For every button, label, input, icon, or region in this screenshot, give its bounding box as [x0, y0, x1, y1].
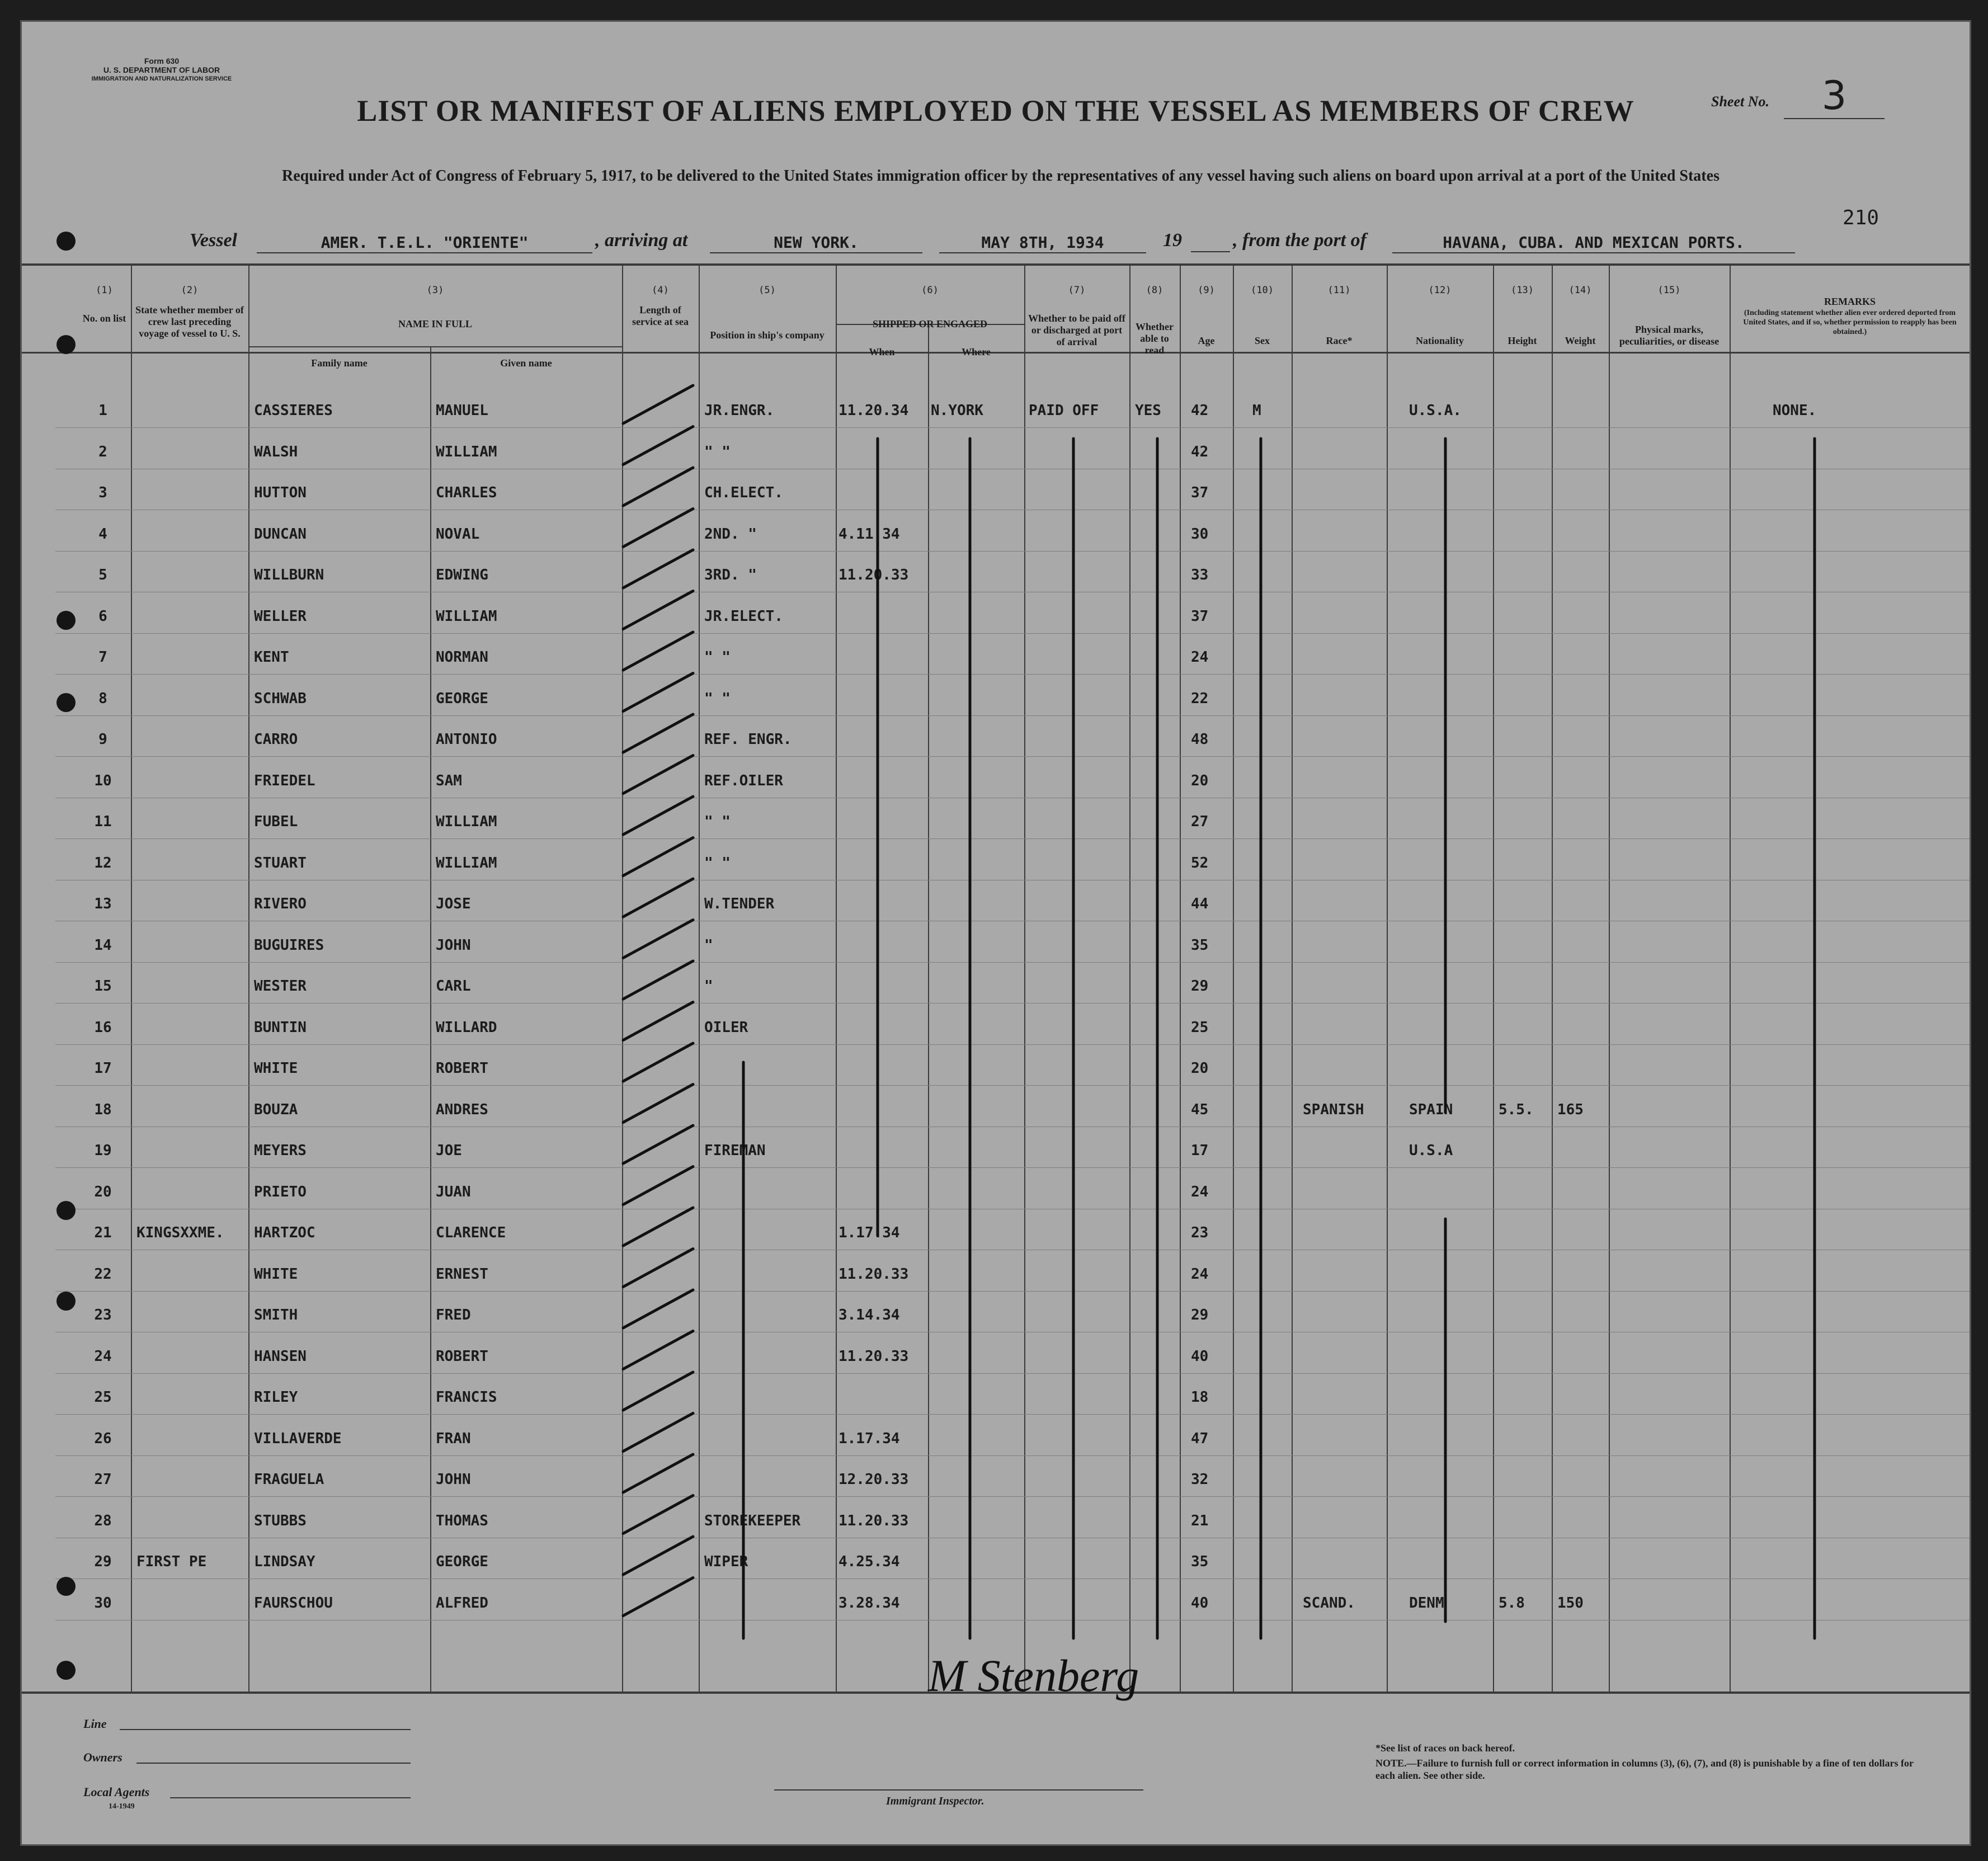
inspector-label: Immigrant Inspector.: [886, 1795, 984, 1807]
cell-family-name: FRIEDEL: [254, 772, 315, 789]
cell-age: 23: [1191, 1224, 1209, 1241]
service-check-mark: [623, 1537, 693, 1575]
col-number: (11): [1327, 285, 1351, 296]
cell-race: SPANISH: [1303, 1101, 1364, 1118]
cell-weight: 150: [1557, 1594, 1584, 1612]
manifest-sheet: [20, 20, 1971, 1846]
cell-position: " ": [704, 813, 731, 830]
cell-given-name: CLARENCE: [436, 1224, 506, 1241]
cell-given-name: ANTONIO: [436, 731, 497, 748]
year-prefix: 19: [1163, 230, 1182, 251]
cell-position: W.TENDER: [704, 896, 775, 912]
binder-hole: [56, 1292, 76, 1311]
service-check-mark: [623, 1290, 693, 1328]
cell-family-name: DUNCAN: [254, 525, 307, 543]
service-check-mark: [623, 591, 693, 629]
race-note: *See list of races on back hereof.: [1375, 1742, 1515, 1754]
cell-row-number: 10: [94, 772, 112, 789]
cell-age: 45: [1191, 1101, 1209, 1118]
binder-hole: [56, 1577, 76, 1596]
service-check-mark: [623, 714, 693, 752]
col-number: (7): [1068, 285, 1086, 296]
cell-family-name: BUGUIRES: [254, 936, 324, 954]
cell-family-name: WHITE: [254, 1265, 298, 1283]
cell-row-number: 20: [94, 1183, 112, 1200]
cell-family-name: WELLER: [254, 607, 307, 625]
cell-position: OILER: [704, 1019, 748, 1036]
cell-row-number: 11: [94, 813, 112, 830]
cell-age: 17: [1191, 1142, 1209, 1159]
cell-age: 37: [1191, 484, 1209, 501]
form-number: Form 630: [144, 56, 180, 65]
service-check-mark: [623, 1167, 693, 1205]
cell-remarks: NONE.: [1773, 402, 1817, 419]
service-check-mark: [623, 1043, 693, 1081]
arrival-date: MAY 8TH, 1934: [939, 233, 1146, 253]
cell-given-name: JOHN: [436, 1471, 471, 1488]
col-number: (15): [1657, 285, 1681, 296]
cell-row-number: 7: [98, 649, 107, 666]
col-header-when: When: [869, 346, 895, 357]
cell-family-name: BUNTIN: [254, 1019, 307, 1036]
cell-given-name: SAM: [436, 772, 462, 789]
cell-age: 42: [1191, 443, 1209, 460]
cell-age: 32: [1191, 1471, 1209, 1488]
col-header-name: NAME IN FULL: [398, 318, 472, 329]
stamp-number: 210: [1843, 206, 1879, 229]
cell-family-name: KENT: [254, 649, 289, 666]
col-number: (14): [1568, 285, 1592, 296]
cell-able-to-read: YES: [1135, 402, 1161, 419]
cell-position: " ": [704, 443, 731, 460]
cell-family-name: SMITH: [254, 1307, 298, 1323]
cell-family-name: WESTER: [254, 978, 307, 995]
penalty-note-label: NOTE.: [1375, 1758, 1407, 1769]
cell-shipped-when: 11.20.33: [838, 1348, 909, 1365]
cell-age: 21: [1191, 1512, 1209, 1529]
cell-given-name: FRED: [436, 1307, 471, 1323]
cell-sex: M: [1252, 402, 1261, 419]
cell-given-name: JOHN: [436, 936, 471, 954]
col-header-shipped: SHIPPED OR ENGAGED: [872, 318, 988, 329]
cell-row-number: 19: [94, 1142, 112, 1159]
cell-row-number: 28: [94, 1512, 112, 1529]
cell-age: 22: [1191, 690, 1209, 707]
cell-position: REF.OILER: [704, 772, 783, 789]
service-check-mark: [623, 1249, 693, 1287]
col-header-previous-voyage: State whether member of crew last preceding voyage of vessel to U. S.: [135, 304, 244, 339]
cell-position: JR.ELECT.: [704, 607, 783, 625]
cell-shipped-when: 4.11.34: [838, 525, 900, 543]
cell-nationality: U.S.A: [1409, 1142, 1453, 1159]
col-header-length-of-service: Length of service at sea: [632, 304, 689, 327]
cell-paid-off: PAID OFF: [1029, 402, 1099, 419]
col-header-no: No. on list: [82, 313, 126, 324]
cell-position: CH.ELECT.: [704, 484, 783, 501]
cell-shipped-where: N.YORK: [931, 402, 983, 419]
col-header-weight: Weight: [1565, 335, 1596, 346]
cell-age: 30: [1191, 525, 1209, 543]
cell-age: 27: [1191, 813, 1209, 830]
cell-family-name: FUBEL: [254, 813, 298, 830]
cell-shipped-when: 4.25.34: [838, 1553, 900, 1570]
cell-row-number: 26: [94, 1430, 112, 1447]
cell-family-name: STUART: [254, 854, 307, 871]
cell-age: 20: [1191, 1060, 1209, 1077]
cell-age: 44: [1191, 896, 1209, 912]
agents-blank: [170, 1797, 411, 1798]
service-check-mark: [623, 797, 693, 835]
service-check-mark: [623, 838, 693, 876]
cell-family-name: CARRO: [254, 731, 298, 748]
cell-age: 24: [1191, 1183, 1209, 1200]
cell-age: 35: [1191, 1553, 1209, 1570]
col-number: (9): [1198, 285, 1215, 296]
cell-given-name: EDWING: [436, 567, 488, 583]
cell-family-name: HUTTON: [254, 484, 307, 501]
inspector-signature-line: [774, 1789, 1143, 1791]
cell-nationality: SPAIN: [1409, 1101, 1453, 1118]
cell-age: 18: [1191, 1389, 1209, 1406]
cell-family-name: RILEY: [254, 1389, 298, 1406]
cell-row-number: 13: [94, 896, 112, 912]
service-check-mark: [623, 1002, 693, 1040]
cell-row-number: 3: [98, 484, 107, 501]
cell-family-name: WHITE: [254, 1060, 298, 1077]
cell-age: 40: [1191, 1348, 1209, 1365]
cell-position: FIREMAN: [704, 1142, 766, 1159]
cell-given-name: NORMAN: [436, 649, 488, 666]
cell-row-number: 14: [94, 936, 112, 954]
cell-family-name: FAURSCHOU: [254, 1594, 333, 1612]
service-check-mark: [623, 756, 693, 794]
cell-given-name: JOE: [436, 1142, 462, 1159]
cell-age: 29: [1191, 1307, 1209, 1323]
binder-hole: [56, 693, 76, 712]
col-header-position: Position in ship's company: [710, 329, 825, 341]
cell-family-name: WALSH: [254, 443, 298, 460]
cell-row-number: 22: [94, 1265, 112, 1283]
page-subtitle: Required under Act of Congress of February 5, 1917, to be delivered to the United States immigration officer by the representatives of any vessel having such aliens on board upon arrival at a port of the United States: [282, 167, 1720, 185]
cell-age: 35: [1191, 936, 1209, 954]
cell-position: " ": [704, 649, 731, 666]
cell-row-number: 17: [94, 1060, 112, 1077]
cell-age: 52: [1191, 854, 1209, 871]
cell-family-name: MEYERS: [254, 1142, 307, 1159]
col-number: (1): [96, 285, 113, 296]
cell-row-number: 25: [94, 1389, 112, 1406]
cell-family-name: FRAGUELA: [254, 1471, 324, 1488]
col-header-height: Height: [1508, 335, 1537, 346]
col-header-nationality: Nationality: [1415, 335, 1464, 346]
cell-row-number: 1: [98, 402, 107, 419]
arriving-port: NEW YORK.: [710, 233, 922, 253]
cell-row-number: 18: [94, 1101, 112, 1118]
cell-given-name: WILLARD: [436, 1019, 497, 1036]
service-check-mark: [623, 1496, 693, 1534]
cell-family-name: RIVERO: [254, 896, 307, 912]
cell-shipped-when: 3.28.34: [838, 1594, 900, 1612]
cell-given-name: ROBERT: [436, 1060, 488, 1077]
cell-shipped-when: 3.14.34: [838, 1307, 900, 1323]
sheet-number: 3: [1784, 73, 1885, 119]
cell-family-name: CASSIERES: [254, 402, 333, 419]
cell-age: 47: [1191, 1430, 1209, 1447]
cell-given-name: WILLIAM: [436, 813, 497, 830]
cell-shipped-when: 11.20.34: [838, 402, 909, 419]
cell-given-name: GEORGE: [436, 1553, 488, 1570]
cell-age: 29: [1191, 978, 1209, 995]
binder-hole: [56, 611, 76, 630]
line-blank: [120, 1729, 411, 1730]
cell-given-name: WILLIAM: [436, 443, 497, 460]
cell-age: 24: [1191, 649, 1209, 666]
cell-given-name: ANDRES: [436, 1101, 488, 1118]
cell-row-number: 24: [94, 1348, 112, 1365]
service-check-mark: [623, 385, 693, 423]
penalty-note: —Failure to furnish full or correct information in columns (3), (6), (7), and (8) is punishable by a fine of ten dollars for each alien. See other side.: [1375, 1758, 1914, 1781]
binder-hole: [56, 1661, 76, 1680]
cell-position: ": [704, 936, 713, 954]
inspector-signature: M Stenberg: [928, 1650, 1139, 1701]
cell-family-name: SCHWAB: [254, 690, 307, 707]
service-check-mark: [623, 550, 693, 588]
cell-row-number: 8: [98, 690, 107, 707]
page-title: LIST OR MANIFEST OF ALIENS EMPLOYED ON THE VESSEL AS MEMBERS OF CREW: [357, 94, 1634, 128]
cell-shipped-when: 11.20.33: [838, 1512, 909, 1529]
from-port: HAVANA, CUBA. AND MEXICAN PORTS.: [1392, 233, 1795, 253]
cell-row-number: 16: [94, 1019, 112, 1036]
service-check-mark: [623, 1454, 693, 1492]
col-header-physical-marks: Physical marks, peculiarities, or disease: [1619, 324, 1720, 347]
cell-given-name: MANUEL: [436, 402, 488, 419]
cell-given-name: GEORGE: [436, 690, 488, 707]
cell-age: 25: [1191, 1019, 1209, 1036]
cell-family-name: HARTZOC: [254, 1224, 315, 1241]
cell-family-name: PRIETO: [254, 1183, 307, 1200]
cell-position: " ": [704, 854, 731, 871]
vessel-name: AMER. T.E.L. "ORIENTE": [257, 233, 592, 253]
vessel-label: Vessel: [190, 230, 237, 251]
col-header-sex: Sex: [1255, 335, 1270, 346]
cell-family-name: LINDSAY: [254, 1553, 315, 1570]
cell-nationality: DENM: [1409, 1594, 1444, 1612]
binder-hole: [56, 335, 76, 354]
cell-row-number: 21: [94, 1224, 112, 1241]
binder-hole: [56, 232, 76, 251]
cell-previous-voyage: FIRST PE: [136, 1553, 207, 1570]
cell-given-name: CHARLES: [436, 484, 497, 501]
col-header-remarks: REMARKS: [1824, 296, 1876, 307]
service-check-mark: [623, 1331, 693, 1369]
cell-previous-voyage: KINGSXXME.: [136, 1224, 224, 1241]
cell-shipped-when: 12.20.33: [838, 1471, 909, 1488]
cell-nationality: U.S.A.: [1409, 402, 1462, 419]
cell-row-number: 23: [94, 1307, 112, 1323]
cell-family-name: HANSEN: [254, 1348, 307, 1365]
service-check-mark: [623, 879, 693, 917]
col-number: (10): [1251, 285, 1274, 296]
service-check-mark: [623, 961, 693, 999]
cell-family-name: STUBBS: [254, 1512, 307, 1529]
cell-row-number: 27: [94, 1471, 112, 1488]
cell-age: 42: [1191, 402, 1209, 419]
col-number: (8): [1146, 285, 1163, 296]
cell-row-number: 2: [98, 443, 107, 460]
cell-family-name: VILLAVERDE: [254, 1430, 342, 1447]
cell-family-name: BOUZA: [254, 1101, 298, 1118]
cell-given-name: JOSE: [436, 896, 471, 912]
cell-age: 40: [1191, 1594, 1209, 1612]
cell-position: " ": [704, 690, 731, 707]
service-name: IMMIGRATION AND NATURALIZATION SERVICE: [91, 76, 232, 82]
service-check-mark: [623, 509, 693, 547]
cell-given-name: WILLIAM: [436, 607, 497, 625]
cell-given-name: THOMAS: [436, 1512, 488, 1529]
cell-shipped-when: 1.17.34: [838, 1224, 900, 1241]
cell-weight: 165: [1557, 1101, 1584, 1118]
cell-height: 5.5.: [1499, 1101, 1534, 1118]
service-check-mark: [623, 1414, 693, 1452]
cell-age: 24: [1191, 1265, 1209, 1283]
form-print-code: 14-1949: [109, 1802, 135, 1811]
col-header-race: Race*: [1326, 335, 1353, 346]
col-number: (2): [181, 285, 199, 296]
col-number: (13): [1511, 285, 1534, 296]
cell-row-number: 4: [98, 525, 107, 543]
cell-position: 3RD. ": [704, 567, 757, 583]
service-check-mark: [623, 673, 693, 712]
footer-agents-label: Local Agents: [83, 1785, 150, 1799]
cell-position: REF. ENGR.: [704, 731, 792, 748]
cell-position: STOREKEEPER: [704, 1512, 801, 1529]
cell-row-number: 29: [94, 1553, 112, 1570]
service-check-mark: [623, 427, 693, 465]
cell-race: SCAND.: [1303, 1594, 1355, 1612]
col-header-able-to-read: Whether able to read: [1136, 321, 1174, 356]
sheet-number-label: Sheet No.: [1711, 93, 1769, 110]
cell-row-number: 6: [98, 607, 107, 625]
cell-given-name: FRAN: [436, 1430, 471, 1447]
cell-position: WIPER: [704, 1553, 748, 1570]
cell-given-name: NOVAL: [436, 525, 480, 543]
cell-shipped-when: 11.20.33: [838, 567, 909, 583]
cell-given-name: JUAN: [436, 1183, 471, 1200]
cell-shipped-when: 1.17.34: [838, 1430, 900, 1447]
pen-marks: [22, 22, 1970, 1844]
cell-given-name: ROBERT: [436, 1348, 488, 1365]
footer-owners-label: Owners: [83, 1750, 123, 1764]
service-check-mark: [623, 1208, 693, 1246]
cell-row-number: 12: [94, 854, 112, 871]
col-number: (5): [759, 285, 776, 296]
cell-position: ": [704, 978, 713, 995]
cell-age: 48: [1191, 731, 1209, 748]
service-check-mark: [623, 1372, 693, 1410]
cell-shipped-when: 11.20.33: [838, 1265, 909, 1283]
service-check-mark: [623, 1125, 693, 1163]
arriving-label: , arriving at: [595, 230, 688, 251]
col-header-where: Where: [962, 346, 991, 357]
col-number: (3): [426, 285, 444, 296]
cell-given-name: ERNEST: [436, 1265, 488, 1283]
owners-blank: [136, 1763, 411, 1764]
col-header-age: Age: [1198, 335, 1215, 346]
col-header-family-name: Family name: [311, 357, 368, 369]
cell-row-number: 15: [94, 978, 112, 995]
service-check-mark: [623, 1085, 693, 1123]
service-check-mark: [623, 632, 693, 670]
cell-position: 2ND. ": [704, 525, 757, 543]
col-number: (12): [1428, 285, 1452, 296]
service-check-mark: [623, 468, 693, 506]
binder-hole: [56, 1201, 76, 1220]
col-number: (4): [652, 285, 669, 296]
col-header-paid-off: Whether to be paid off or discharged at port of arrival: [1028, 313, 1125, 347]
from-port-label: , from the port of: [1233, 230, 1367, 251]
cell-row-number: 9: [98, 731, 107, 748]
footer-line-label: Line: [83, 1717, 107, 1731]
col-number: (6): [921, 285, 939, 296]
department-name: U. S. DEPARTMENT OF LABOR: [103, 65, 220, 74]
cell-age: 37: [1191, 607, 1209, 625]
col-header-given-name: Given name: [500, 357, 552, 369]
cell-given-name: CARL: [436, 978, 471, 995]
cell-row-number: 30: [94, 1594, 112, 1612]
cell-given-name: FRANCIS: [436, 1389, 497, 1406]
cell-height: 5.8: [1499, 1594, 1525, 1612]
cell-position: JR.ENGR.: [704, 402, 775, 419]
cell-given-name: WILLIAM: [436, 854, 497, 871]
cell-row-number: 5: [98, 567, 107, 583]
cell-age: 33: [1191, 567, 1209, 583]
cell-family-name: WILLBURN: [254, 567, 324, 583]
service-check-mark: [623, 1578, 693, 1616]
col-header-remarks-detail: (Including statement whether alien ever ordered deported from United States, and if so, whether permission to reapply has been obtained.): [1743, 309, 1957, 336]
service-check-mark: [623, 920, 693, 958]
cell-age: 20: [1191, 772, 1209, 789]
cell-given-name: ALFRED: [436, 1594, 488, 1612]
